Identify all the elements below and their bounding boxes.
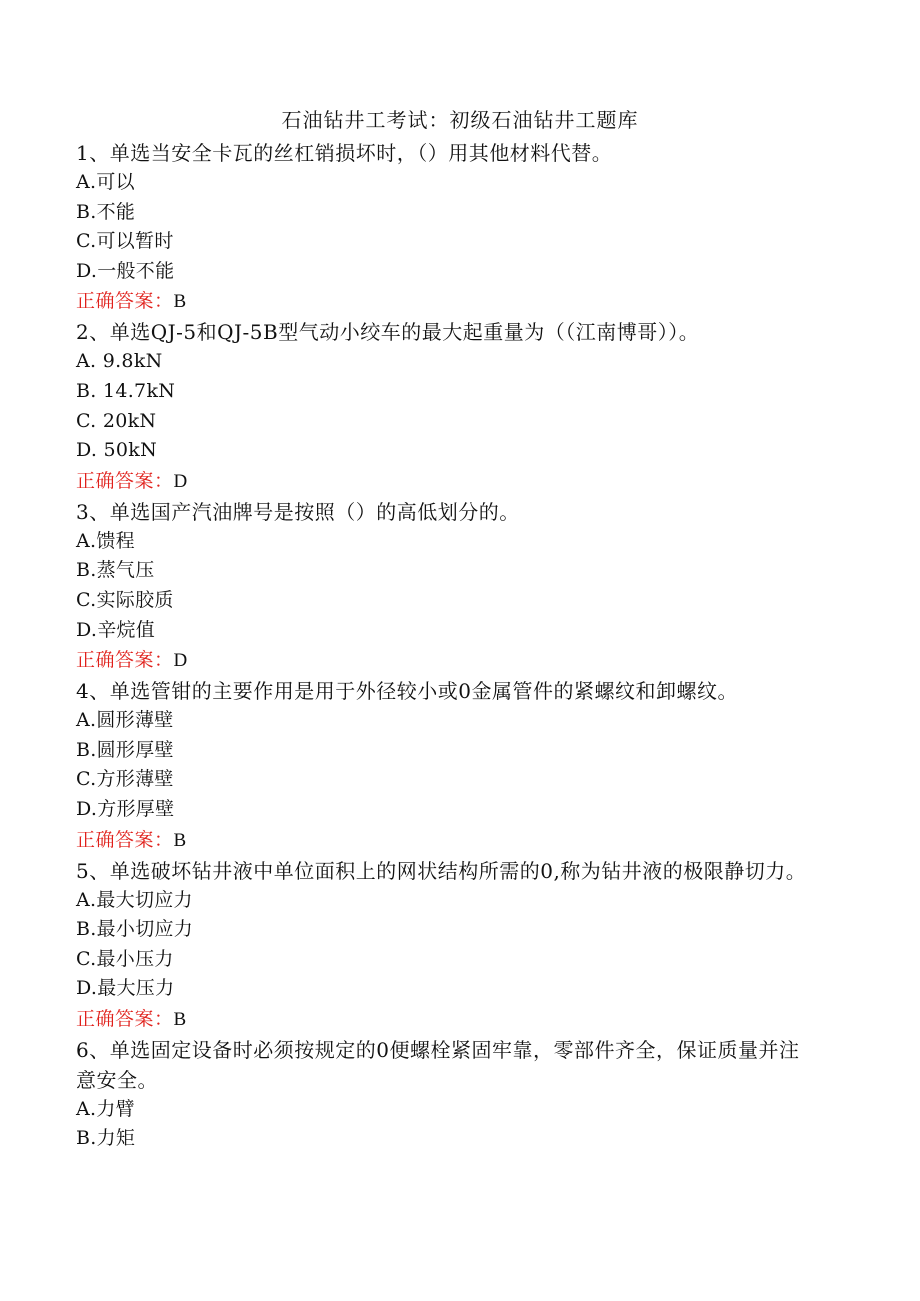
question-stem: 5、单选破坏钻井液中单位面积上的网状结构所需的0,称为钻井液的极限静切力。: [76, 858, 807, 883]
question-block: [76, 676, 816, 855]
question-block: [76, 138, 816, 317]
answer-line: [76, 645, 816, 676]
page-title: 石油钻井工考试：初级石油钻井工题库: [281, 108, 639, 132]
question-stem: 4、单选管钳的主要作用是用于外径较小或0金属管件的紧螺纹和卸螺纹。: [76, 679, 738, 704]
option-c: C.实际胶质: [76, 588, 174, 611]
option-d: D.最大压力: [76, 977, 175, 1000]
question-stem: 6、单选固定设备时必须按规定的0便螺栓紧固牢靠，零部件齐全，保证质量并注意安全。: [76, 1037, 800, 1092]
answer-value: D: [173, 470, 188, 492]
question-block: [76, 317, 816, 496]
answer-label: 正确答案：: [76, 1007, 174, 1030]
question-block: [76, 856, 816, 1035]
answer-line: [76, 466, 816, 497]
answer-label: 正确答案：: [76, 469, 174, 492]
option-b: B.蒸气压: [76, 559, 155, 582]
answer-value: B: [173, 1008, 187, 1030]
option-a: A.力臂: [76, 1097, 135, 1120]
option-a: A.馈程: [76, 529, 135, 552]
question-stem: 2、单选QJ-5和QJ-5B型气动小绞车的最大起重量为（（江南博哥））。: [76, 320, 700, 345]
option-a: A.圆形薄壁: [76, 709, 174, 732]
option-c: C.最小压力: [76, 947, 174, 970]
question-block: [76, 1035, 816, 1154]
answer-line: [76, 286, 816, 317]
answer-line: [76, 1004, 816, 1035]
question-block: [76, 497, 816, 676]
option-d: D.辛烷值: [76, 618, 156, 641]
answer-value: B: [173, 829, 187, 851]
option-d: D. 50kN: [76, 439, 158, 462]
option-b: B.不能: [76, 200, 136, 223]
option-a: A.最大切应力: [76, 888, 193, 911]
answer-label: 正确答案：: [76, 649, 174, 672]
option-a: A. 9.8kN: [76, 350, 163, 373]
answer-label: 正确答案：: [76, 828, 174, 851]
option-d: D.方形厚壁: [76, 797, 175, 820]
option-c: C.可以暂时: [76, 230, 174, 253]
option-b: B. 14.7kN: [76, 379, 176, 402]
option-c: C. 20kN: [76, 409, 157, 432]
answer-label: 正确答案：: [76, 290, 174, 313]
option-b: B.力矩: [76, 1127, 136, 1150]
question-stem: 1、单选当安全卡瓦的丝杠销损坏时，（）用其他材料代替。: [76, 141, 613, 165]
question-list: [76, 138, 816, 1154]
option-c: C.方形薄壁: [76, 768, 174, 791]
option-b: B.圆形厚壁: [76, 738, 174, 761]
answer-line: [76, 825, 816, 856]
answer-value: D: [173, 650, 188, 672]
option-b: B.最小切应力: [76, 918, 194, 941]
option-a: A.可以: [76, 171, 135, 193]
option-d: D.一般不能: [76, 259, 175, 282]
question-stem: 3、单选国产汽油牌号是按照（）的高低划分的。: [76, 499, 520, 524]
answer-value: B: [173, 291, 187, 313]
